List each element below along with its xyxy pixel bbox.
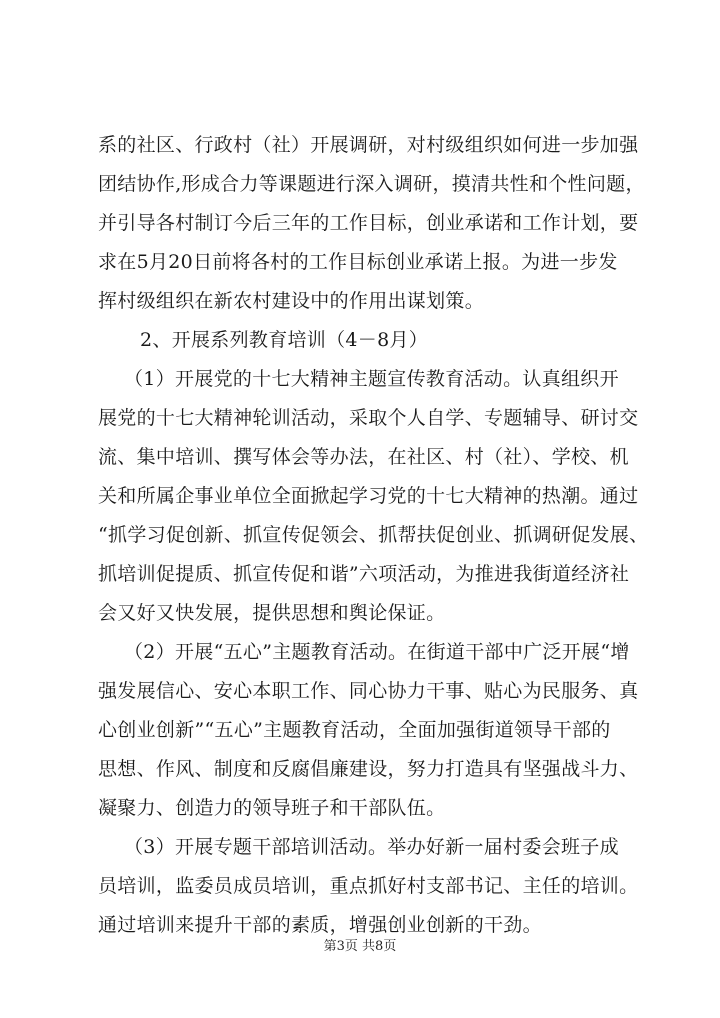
- item-1-line-4: 关和所属企事业单位全面掀起学习党的十七大精神的热潮。通过: [98, 485, 639, 507]
- page-indicator: 第3页 共8页: [323, 939, 397, 954]
- body-line-3: 并引导各村制订今后三年的工作目标，创业承诺和工作计划，要: [98, 212, 639, 234]
- item-1-line-1: （1）开展党的十七大精神主题宣传教育活动。认真组织开: [124, 368, 619, 390]
- item-3-line-1: （3）开展专题干部培训活动。举办好新一届村委会班子成: [124, 836, 619, 858]
- item-2-line-4: 思想、作风、制度和反腐倡廉建设，努力打造具有坚强战斗力、: [98, 758, 639, 780]
- item-2-line-3: 心创业创新”“五心”主题教育活动，全面加强街道领导干部的: [98, 719, 611, 741]
- item-2-line-1: （2）开展“五心”主题教育活动。在街道干部中广泛开展“增: [124, 641, 630, 663]
- item-3-line-2: 员培训，监委员成员培训，重点抓好村支部书记、主任的培训。: [98, 875, 639, 897]
- body-line-1: 系的社区、行政村（社）开展调研，对村级组织如何进一步加强: [98, 134, 639, 156]
- item-1-line-6: 抓培训促提质、抓宣传促和谐”六项活动，为推进我街道经济社: [98, 563, 630, 585]
- section-heading-2: 2、开展系列教育培训（4－8月）: [140, 329, 429, 351]
- body-line-5: 挥村级组织在新农村建设中的作用出谋划策。: [98, 290, 485, 312]
- item-1-line-3: 流、集中培训、撰写体会等办法，在社区、村（社）、学校、机: [98, 446, 629, 468]
- item-3-line-3: 通过培训来提升干部的素质，增强创业创新的干劲。: [98, 914, 542, 936]
- item-2-line-5: 凝聚力、创造力的领导班子和干部队伍。: [98, 797, 446, 819]
- item-1-line-7: 会又好又快发展，提供思想和舆论保证。: [98, 602, 446, 624]
- item-2-line-2: 强发展信心、安心本职工作、同心协力干事、贴心为民服务、真: [98, 680, 639, 702]
- body-line-2: 团结协作,形成合力等课题进行深入调研，摸清共性和个性问题，: [98, 173, 645, 195]
- item-1-line-5: “抓学习促创新、抓宣传促领会、抓帮扶促创业、抓调研促发展、: [98, 524, 649, 546]
- item-1-line-2: 展党的十七大精神轮训活动，采取个人自学、专题辅导、研讨交: [98, 407, 639, 429]
- body-line-4: 求在5月20日前将各村的工作目标创业承诺上报。为进一步发: [98, 251, 618, 273]
